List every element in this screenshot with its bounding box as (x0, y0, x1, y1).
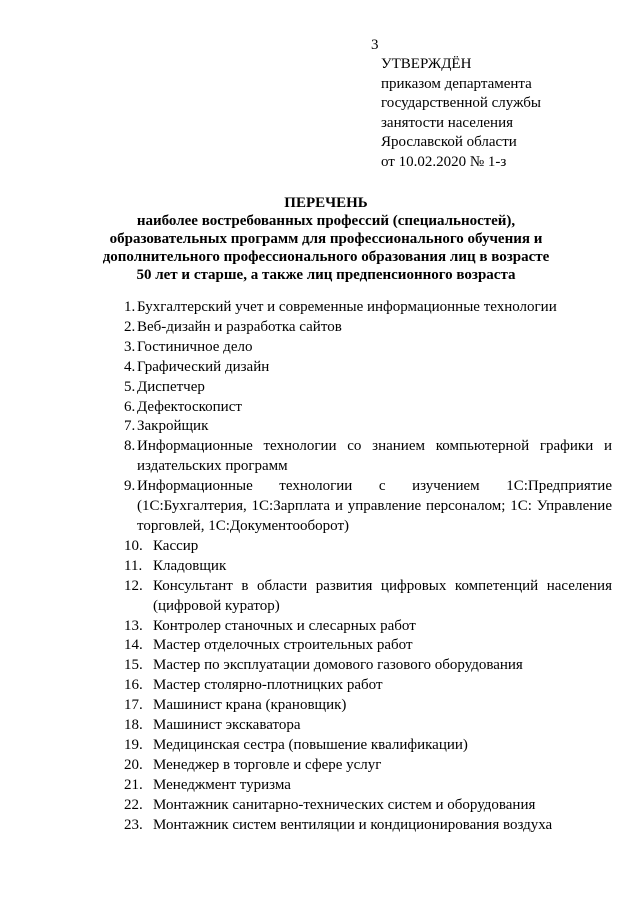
list-item-text: Гостиничное дело (137, 338, 253, 355)
list-item-text: Закройщик (137, 418, 209, 435)
list-item-number: 2. (124, 318, 136, 335)
list-item (124, 776, 612, 796)
list-item-text: Мастер по эксплуатации домового газового оборудования (153, 657, 523, 674)
list-item-text: Бухгалтерский учет и современные информационные технологии (137, 299, 557, 315)
list-item (124, 338, 612, 358)
list-item-number: 16. (124, 677, 143, 694)
list-item-text: Машинист экскаватора (153, 717, 301, 734)
list-item-text: Монтажник санитарно-технических систем и оборудования (153, 796, 536, 813)
approval-date-number: от 10.02.2020 № 1-з (381, 153, 507, 170)
list-item (124, 796, 612, 816)
list-item (124, 756, 612, 776)
list-item (124, 557, 612, 577)
page-number: 3 (371, 37, 379, 53)
list-item-number: 3. (124, 338, 136, 355)
list-item (124, 736, 612, 756)
list-item-text: Графический дизайн (137, 358, 270, 375)
list-item (124, 636, 612, 656)
list-item-text: Мастер отделочных строительных работ (153, 637, 413, 654)
list-item-number: 14. (124, 637, 143, 654)
document-heading (96, 194, 556, 284)
list-item-text: Менеджмент туризма (153, 776, 291, 793)
list-item (124, 537, 612, 557)
list-item-number: 18. (124, 717, 143, 734)
list-item-text: Менеджер в торговле и сфере услуг (153, 756, 382, 773)
approval-stamp-block (381, 55, 541, 172)
list-item-number: 20. (124, 756, 143, 773)
list-item (124, 398, 612, 418)
list-item-number: 5. (124, 378, 136, 395)
approval-line: занятости населения (381, 114, 514, 131)
list-item-text: Машинист крана (крановщик) (153, 697, 347, 714)
list-item (124, 716, 612, 736)
list-item-text: Кладовщик (153, 557, 227, 574)
approval-line: государственной службы (381, 95, 541, 111)
list-item-number: 6. (124, 398, 136, 415)
list-item-number: 8. (124, 438, 136, 455)
list-item-number: 4. (124, 358, 136, 375)
list-item (124, 676, 612, 696)
list-item-number: 15. (124, 657, 143, 674)
list-item-number: 7. (124, 418, 136, 435)
list-item-number: 23. (124, 816, 143, 833)
list-item (124, 816, 612, 836)
list-item-number: 10. (124, 537, 143, 554)
list-item-text: Дефектоскопист (137, 398, 242, 415)
list-item-number: 17. (124, 697, 143, 714)
list-item-number: 13. (124, 617, 143, 634)
list-item-number: 1. (124, 299, 136, 315)
list-item-text: Медицинская сестра (повышение квалификации) (153, 736, 468, 753)
list-item (124, 417, 612, 437)
list-item (124, 477, 612, 537)
list-item-text: Консультант в области развития цифровых компетенций населения (цифровой куратор) (153, 577, 612, 614)
list-item-number: 11. (124, 557, 143, 574)
document-title: ПЕРЕЧЕНЬ (284, 195, 368, 211)
list-item-number: 21. (124, 776, 143, 793)
approval-line: приказом департамента (381, 75, 532, 92)
list-item (124, 318, 612, 338)
approval-title: УТВЕРЖДЁН (381, 56, 472, 72)
list-item-text: Мастер столярно-плотницких работ (153, 677, 383, 694)
list-item (124, 298, 612, 318)
list-item-text: Монтажник систем вентиляции и кондиционирования воздуха (153, 816, 553, 833)
approval-line: Ярославской области (381, 134, 517, 150)
list-item-text: Диспетчер (137, 378, 205, 395)
list-item-number: 12. (124, 577, 143, 594)
list-item-text: Информационные технологии с изучением 1С:Предприятие (1С:Бухгалтерия, 1С:Зарплата и управление персоналом; 1С: Управление торговлей, 1С:Документооборот) (137, 478, 612, 534)
list-item (124, 358, 612, 378)
list-item-number: 22. (124, 796, 143, 813)
list-item (124, 577, 612, 617)
list-item-text: Веб-дизайн и разработка сайтов (137, 318, 342, 335)
profession-list (124, 298, 612, 835)
list-item-text: Контролер станочных и слесарных работ (153, 617, 416, 634)
list-item-text: Кассир (153, 537, 199, 554)
list-item (124, 437, 612, 477)
list-item (124, 378, 612, 398)
list-item-number: 19. (124, 736, 143, 753)
list-item-number: 9. (124, 478, 136, 495)
document-subtitle: наиболее востребованных профессий (специальностей), образовательных программ для профессионального обучения и дополнительного профессионального образования лиц в возрасте 50 лет и старше, а также лиц предпенсионного возраста (102, 213, 550, 283)
list-item (124, 656, 612, 676)
list-item (124, 617, 612, 637)
list-item-text: Информационные технологии со знанием компьютерной графики и издательских программ (137, 438, 612, 475)
list-item (124, 696, 612, 716)
